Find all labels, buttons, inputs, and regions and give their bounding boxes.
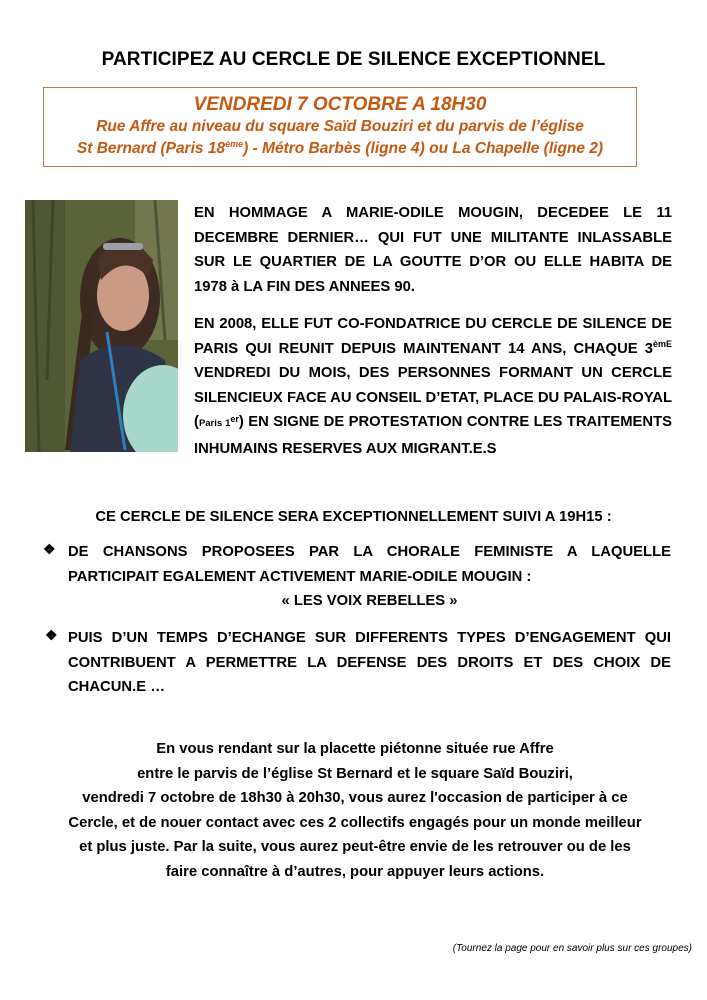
footnote: (Tournez la page pour en savoir plus sur ces groupes) (452, 943, 692, 954)
diamond-bullet-icon: ❖ (43, 541, 56, 557)
tribute-paragraph-2: EN 2008, ELLE FUT CO-FONDATRICE DU CERCLE DE SILENCE DE PARIS QUI REUNIT DEPUIS MAINTENANT 14 ANS, CHAQUE 3èmE VENDREDI DU MOIS, DES PERSONNES FORMANT UN CERCLE SILENCIEUX FACE AU CONSEIL D’ETAT, PLACE DU PALAIS-ROYAL (Paris 1er) EN SIGNE DE PROTESTATION CONTRE LES TRAITEMENTS INHUMAINS RESERVES AUX MIGRANT.E.S (194, 316, 673, 457)
event-date: VENDREDI 7 OCTOBRE A 18H30 (193, 94, 487, 115)
followup-heading: CE CERCLE DE SILENCE SERA EXCEPTIONNELLEMENT SUIVI A 19H15 : (95, 509, 612, 525)
closing-line: entre le parvis de l’église St Bernard et le square Saïd Bouziri, (137, 765, 573, 782)
closing-line: faire connaître à d’autres, pour appuyer leurs actions. (165, 863, 545, 880)
closing-line: et plus juste. Par la suite, vous aurez peut-être envie de les retrouver ou de les (79, 839, 631, 855)
event-location-line1: Rue Affre au niveau du square Saïd Bouziri et du parvis de l’église (96, 118, 584, 135)
tribute-paragraph-1: EN HOMMAGE A MARIE-ODILE MOUGIN, DECEDEE LE 11 DECEMBRE DERNIER… QUI FUT UNE MILITANTE INLASSABLE SUR LE QUARTIER DE LA GOUTTE D’OR OU ELLE HABITA DE 1978 à LA FIN DES ANNEES 90. (194, 205, 672, 295)
closing-line: En vous rendant sur la placette piétonne située rue Affre (156, 741, 554, 757)
event-info-box (43, 87, 637, 167)
closing-line: vendredi 7 octobre de 18h30 à 20h30, vous aurez l'occasion de participer à ce (82, 790, 628, 806)
choir-name: « LES VOIX REBELLES » (281, 593, 458, 609)
page-title: PARTICIPEZ AU CERCLE DE SILENCE EXCEPTIONNEL (101, 49, 606, 70)
closing-line: Cercle, et de nouer contact avec ces 2 collectifs engagés pour un monde meilleur (68, 814, 642, 831)
bullet-item-exchange: PUIS D’UN TEMPS D’ECHANGE SUR DIFFERENTS TYPES D’ENGAGEMENT QUI CONTRIBUENT A PERMETTRE LA DEFENSE DES DROITS ET DES CHOIX DE CHACUN.E … (68, 630, 671, 696)
diamond-bullet-icon: ❖ (45, 627, 58, 643)
portrait-photo (25, 200, 178, 452)
event-location-line2: St Bernard (Paris 18ème) - Métro Barbès (ligne 4) ou La Chapelle (ligne 2) (76, 138, 604, 157)
closing-paragraph (30, 737, 680, 884)
bullet-item-songs: DE CHANSONS PROPOSEES PAR LA CHORALE FEMINISTE A LAQUELLE PARTICIPAIT EGALEMENT ACTIVEMENT MARIE-ODILE MOUGIN : (68, 544, 671, 585)
